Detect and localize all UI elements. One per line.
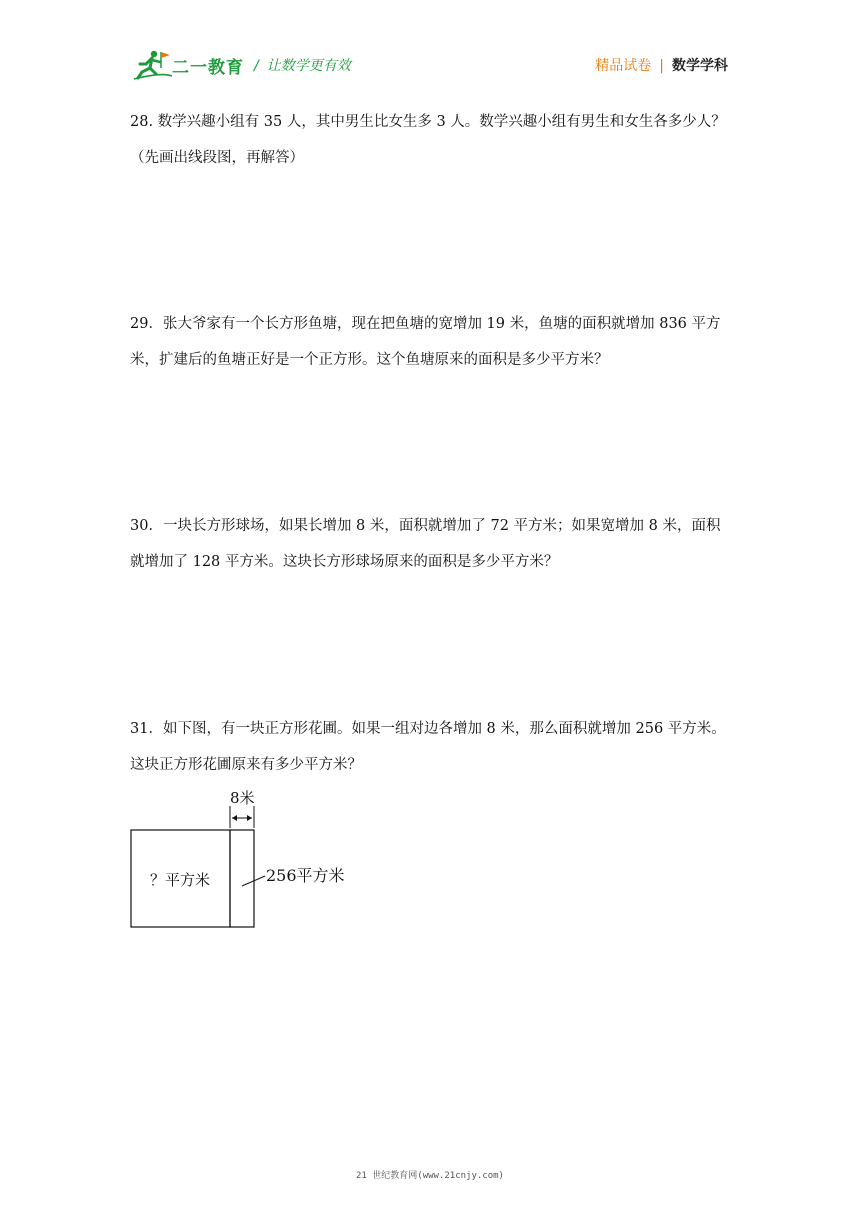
- question-line: 28. 数学兴趣小组有 35 人，其中男生比女生多 3 人。数学兴趣小组有男生和女生各多少人？: [130, 114, 726, 130]
- arrow-right-icon: [247, 815, 252, 821]
- slogan: [254, 55, 351, 75]
- brand-name: 二一教育: [172, 58, 244, 78]
- question-line: 31．如下图，有一块正方形花圃。如果一组对边各增加 8 米，那么面积就增加 256 平方米。: [130, 721, 726, 737]
- question-line: 米，扩建后的鱼塘正好是一个正方形。这个鱼塘原来的面积是多少平方米？: [130, 352, 609, 368]
- header-tags: [595, 55, 728, 75]
- question-line: （先画出线段图，再解答）: [130, 150, 304, 166]
- added-strip: [230, 830, 254, 927]
- page-header: [132, 44, 728, 84]
- added-area-label: 256平方米: [266, 866, 345, 885]
- tag-premium-paper: 精品试卷: [595, 58, 652, 74]
- tag-subject: 数学学科: [672, 58, 728, 74]
- arrow-left-icon: [232, 815, 237, 821]
- slogan-divider: /: [254, 58, 259, 74]
- question-29: [130, 306, 730, 378]
- garden-diagram: [126, 784, 366, 934]
- question-line: 30．一块长方形球场，如果长增加 8 米，面积就增加了 72 平方米；如果宽增加 8 米，面积: [130, 518, 721, 534]
- question-31: [130, 711, 730, 783]
- width-label: 8米: [230, 789, 255, 807]
- page-footer: 21 世纪教育网(www.21cnjy.com): [356, 1171, 504, 1181]
- square-area-label: ？平方米: [150, 871, 211, 889]
- tag-divider: |: [659, 58, 664, 74]
- question-line: 就增加了 128 平方米。这块长方形球场原来的面积是多少平方米？: [130, 554, 559, 570]
- question-30: [130, 508, 730, 580]
- slogan-text: 让数学更有效: [266, 58, 351, 74]
- question-line: 这块正方形花圃原来有多少平方米？: [130, 757, 362, 773]
- question-28: [130, 104, 730, 176]
- question-line: 29．张大爷家有一个长方形鱼塘，现在把鱼塘的宽增加 19 米，鱼塘的面积就增加 836 平方: [130, 316, 721, 332]
